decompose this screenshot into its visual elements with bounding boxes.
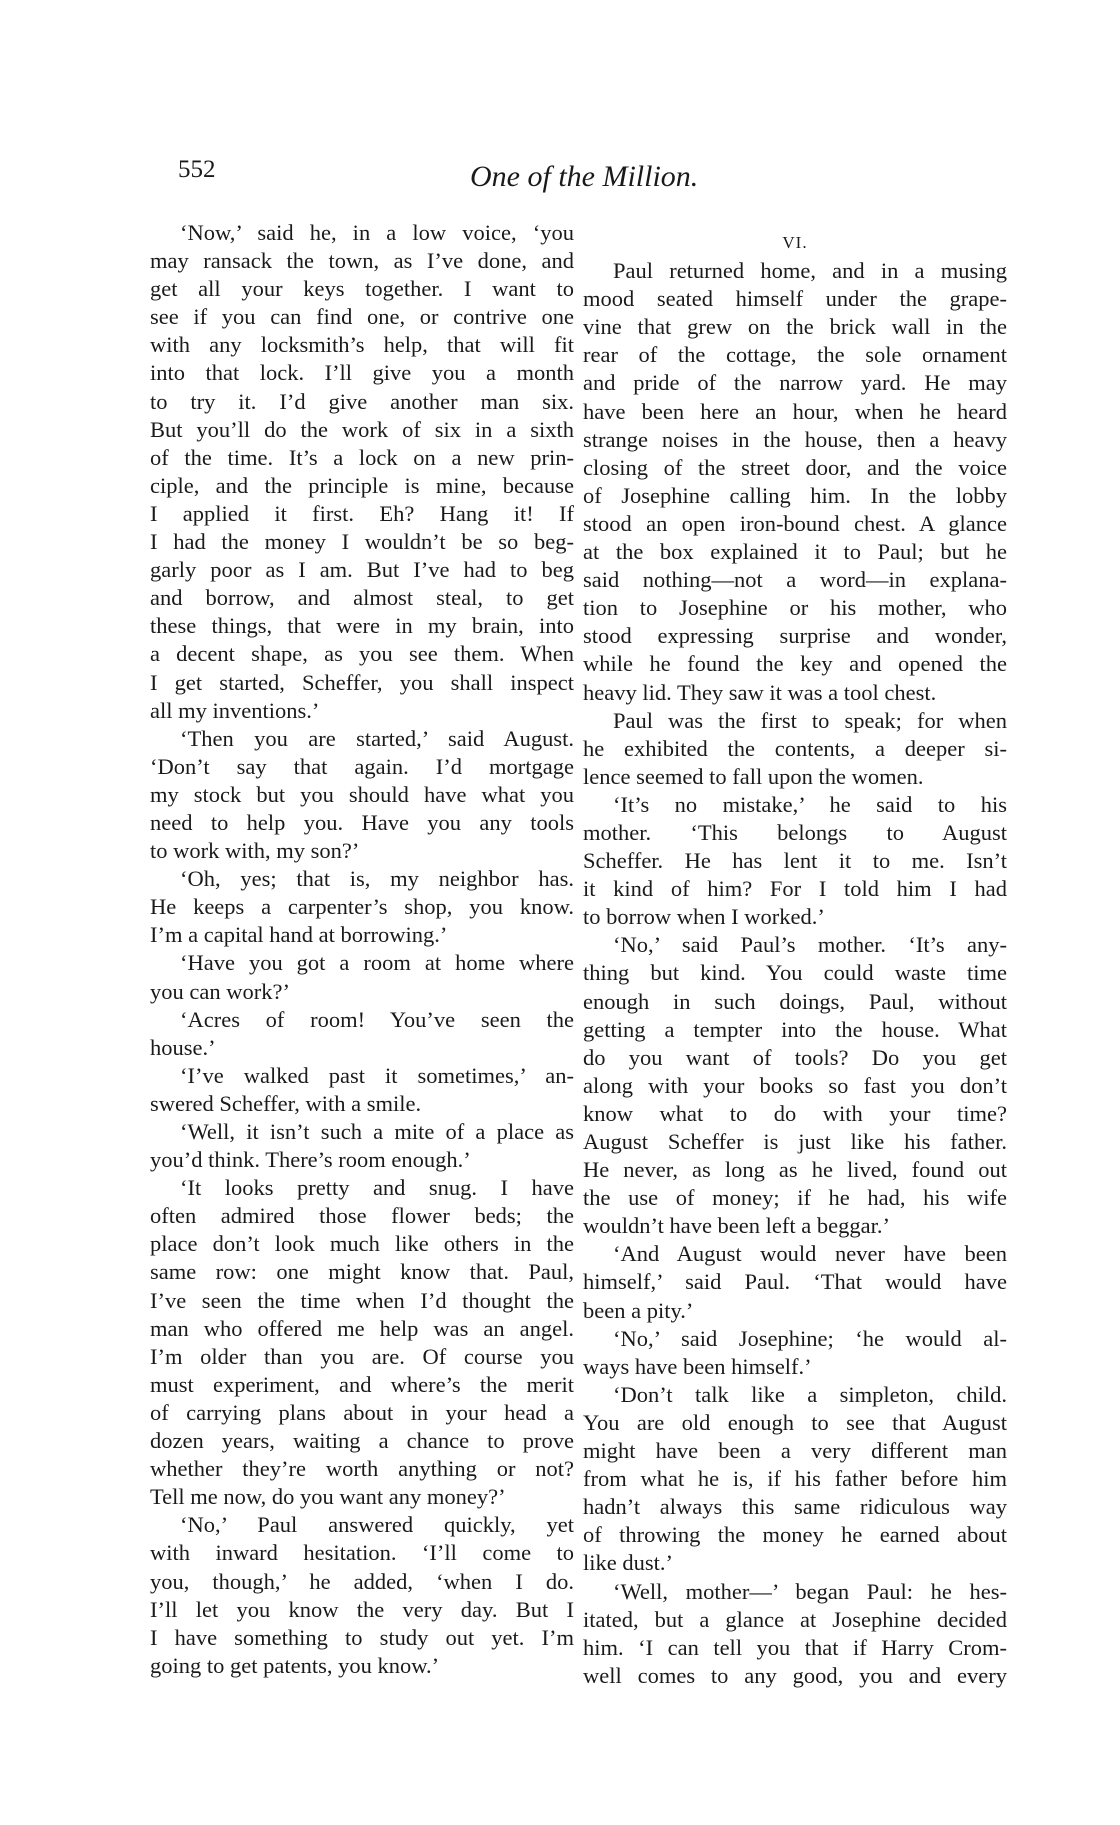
text-line: Tell me now, do you want any money?’ xyxy=(150,1484,506,1510)
text-line: ‘And August would never have been xyxy=(613,1241,1007,1267)
text-line: I applied it first. Eh? Hang it! If xyxy=(150,500,574,526)
text-line: swered Scheffer, with a smile. xyxy=(150,1090,422,1116)
text-line: tion to Josephine or his mother, who xyxy=(583,595,1007,621)
text-line: like dust.’ xyxy=(583,1550,673,1576)
text-line: ‘Now,’ said he, in a low voice, ‘you xyxy=(180,220,574,245)
text-line: He keeps a carpenter’s shop, you know. xyxy=(150,894,574,920)
text-line: I’m older than you are. Of course you xyxy=(150,1343,574,1369)
text-line: garly poor as I am. But I’ve had to beg xyxy=(150,557,574,583)
text-line: stood an open iron-bound chest. A glance xyxy=(583,510,1007,536)
text-line: itated, but a glance at Josephine decided xyxy=(583,1606,1007,1632)
text-line: whether they’re worth anything or not? xyxy=(150,1456,574,1482)
text-line: closing of the street door, and the voice xyxy=(583,454,1007,480)
text-line: and borrow, and almost steal, to get xyxy=(150,585,574,611)
text-line: He never, as long as he lived, found out xyxy=(583,1157,1007,1183)
paragraph xyxy=(583,931,1007,1240)
text-line: ‘I’ve walked past it sometimes,’ an- xyxy=(180,1062,574,1088)
text-line: well comes to any good, you and every xyxy=(583,1662,1007,1688)
text-line: you can work?’ xyxy=(150,978,290,1004)
left-column xyxy=(150,219,574,1680)
paragraph xyxy=(583,1381,1007,1578)
text-line: mother. ‘This belongs to August xyxy=(583,819,1007,845)
text-line: strange noises in the house, then a heavy xyxy=(583,426,1007,452)
text-line: ‘Well, it isn’t such a mite of a place as xyxy=(180,1119,574,1144)
text-line: might have been a very different man xyxy=(583,1438,1007,1464)
text-line: I’ll let you know the very day. But I xyxy=(150,1596,574,1622)
text-line: ‘It looks pretty and snug. I have xyxy=(180,1175,574,1201)
text-line: I’ve seen the time when I’d thought the xyxy=(150,1287,574,1313)
text-line: hadn’t always this same ridiculous way xyxy=(583,1494,1007,1520)
running-title: One of the Million. xyxy=(470,160,699,193)
text-line: ‘Then you are started,’ said August. xyxy=(180,725,574,751)
text-line: see if you can find one, or contrive one xyxy=(150,304,574,330)
text-line: he exhibited the contents, a deeper si- xyxy=(583,735,1007,761)
text-line: may ransack the town, as I’ve done, and xyxy=(150,248,574,274)
text-line: ‘Don’t talk like a simpleton, child. xyxy=(613,1381,1007,1407)
paragraph xyxy=(583,1578,1007,1690)
paragraph xyxy=(583,1325,1007,1381)
text-line: to try it. I’d give another man six. xyxy=(150,388,574,414)
text-line: dozen years, waiting a chance to prove xyxy=(150,1428,574,1454)
text-line: stood expressing surprise and wonder, xyxy=(583,623,1007,649)
text-line: need to help you. Have you any tools xyxy=(150,809,574,835)
text-line: of Josephine calling him. In the lobby xyxy=(583,482,1007,508)
text-line: Paul was the first to speak; for when xyxy=(613,707,1007,733)
paragraph xyxy=(150,219,574,725)
text-line: ‘No,’ Paul answered quickly, yet xyxy=(180,1512,574,1538)
text-line: with inward hesitation. ‘I’ll come to xyxy=(150,1540,574,1566)
text-line: same row: one might know that. Paul, xyxy=(150,1259,574,1285)
text-line: thing but kind. You could waste time xyxy=(583,960,1007,986)
text-line: to borrow when I worked.’ xyxy=(583,904,825,930)
text-line: must experiment, and where’s the merit xyxy=(150,1371,574,1397)
text-line: of the time. It’s a lock on a new prin- xyxy=(150,444,574,470)
text-line: you, though,’ he added, ‘when I do. xyxy=(150,1568,574,1594)
paragraph xyxy=(150,725,574,865)
text-line: often admired those flower beds; the xyxy=(150,1203,574,1229)
paragraph xyxy=(150,1118,574,1174)
text-line: going to get patents, you know.’ xyxy=(150,1652,440,1678)
text-line: while he found the key and opened the xyxy=(583,651,1007,677)
text-line: ciple, and the principle is mine, because xyxy=(150,472,574,498)
text-line: I have something to study out yet. I’m xyxy=(150,1624,574,1650)
text-line: house.’ xyxy=(150,1034,216,1060)
text-line: ‘It’s no mistake,’ he said to his xyxy=(613,791,1007,817)
text-line: Scheffer. He has lent it to me. Isn’t xyxy=(583,848,1007,874)
text-line: I get started, Scheffer, you shall inspect xyxy=(150,669,574,695)
text-line: along with your books so fast you don’t xyxy=(583,1072,1007,1098)
text-line: into that lock. I’ll give you a month xyxy=(150,360,574,386)
paragraph xyxy=(583,257,1007,707)
paragraph xyxy=(150,1006,574,1062)
text-line: all my inventions.’ xyxy=(150,697,320,723)
paragraph xyxy=(150,865,574,949)
text-line: with any locksmith’s help, that will fit xyxy=(150,332,574,358)
text-line: lence seemed to fall upon the women. xyxy=(583,763,924,789)
text-line: Paul returned home, and in a musing xyxy=(613,258,1007,284)
page-number: 552 xyxy=(178,156,216,183)
text-line: man who offered me help was an angel. xyxy=(150,1315,574,1341)
text-line: of throwing the money he earned about xyxy=(583,1522,1007,1548)
text-line: ‘No,’ said Josephine; ‘he would al- xyxy=(613,1325,1007,1351)
paragraph xyxy=(150,1511,574,1680)
text-line: ways have been himself.’ xyxy=(583,1353,812,1379)
paragraph xyxy=(150,1062,574,1118)
text-line: know what to do with your time? xyxy=(583,1100,1007,1126)
paragraph xyxy=(150,1174,574,1511)
text-line: ‘Have you got a room at home where xyxy=(180,950,574,976)
text-line: heavy lid. They saw it was a tool chest. xyxy=(583,679,937,705)
text-line: place don’t look much like others in the xyxy=(150,1231,574,1257)
paragraph xyxy=(583,1240,1007,1324)
text-line: I’m a capital hand at borrowing.’ xyxy=(150,922,448,948)
text-line: these things, that were in my brain, into xyxy=(150,613,574,639)
paragraph xyxy=(583,791,1007,931)
text-line: have been here an hour, when he heard xyxy=(583,398,1007,424)
text-line: vine that grew on the brick wall in the xyxy=(583,314,1007,340)
text-line: of carrying plans about in your head a xyxy=(150,1399,574,1425)
text-line: ‘Oh, yes; that is, my neighbor has. xyxy=(180,866,574,892)
text-line: ‘No,’ said Paul’s mother. ‘It’s any- xyxy=(613,932,1007,958)
paragraph xyxy=(583,707,1007,791)
text-line: I had the money I wouldn’t be so beg- xyxy=(150,529,574,555)
text-line: ‘Acres of room! You’ve seen the xyxy=(180,1006,574,1032)
text-line: But you’ll do the work of six in a sixth xyxy=(150,416,574,442)
text-line: do you want of tools? Do you get xyxy=(583,1044,1007,1070)
paragraph xyxy=(150,949,574,1005)
text-line: to work with, my son?’ xyxy=(150,838,360,864)
text-line: been a pity.’ xyxy=(583,1297,694,1323)
text-line: enough in such doings, Paul, without xyxy=(583,988,1007,1014)
text-line: mood seated himself under the grape- xyxy=(583,286,1007,312)
text-line: my stock but you should have what you xyxy=(150,781,574,807)
text-line: ‘Don’t say that again. I’d mortgage xyxy=(150,753,574,779)
section-heading: VI. xyxy=(782,233,808,252)
text-line: him. ‘I can tell you that if Harry Crom- xyxy=(583,1634,1007,1660)
text-line: from what he is, if his father before him xyxy=(583,1466,1007,1492)
text-line: August Scheffer is just like his father. xyxy=(583,1129,1007,1154)
right-column xyxy=(583,229,1007,1690)
text-line: the use of money; if he had, his wife xyxy=(583,1185,1007,1211)
text-line: a decent shape, as you see them. When xyxy=(150,641,574,667)
text-line: it kind of him? For I told him I had xyxy=(583,876,1007,902)
text-line: himself,’ said Paul. ‘That would have xyxy=(583,1269,1007,1295)
text-line: and pride of the narrow yard. He may xyxy=(583,370,1007,396)
text-line: ‘Well, mother—’ began Paul: he hes- xyxy=(613,1578,1007,1604)
text-line: at the box explained it to Paul; but he xyxy=(583,539,1007,565)
text-line: getting a tempter into the house. What xyxy=(583,1016,1007,1042)
text-line: rear of the cottage, the sole ornament xyxy=(583,342,1007,368)
text-line: You are old enough to see that August xyxy=(583,1409,1007,1435)
text-line: said nothing—not a word—in explana- xyxy=(583,567,1007,593)
text-line: you’d think. There’s room enough.’ xyxy=(150,1147,471,1173)
text-line: get all your keys together. I want to xyxy=(150,276,574,302)
text-line: wouldn’t have been left a beggar.’ xyxy=(583,1213,890,1239)
